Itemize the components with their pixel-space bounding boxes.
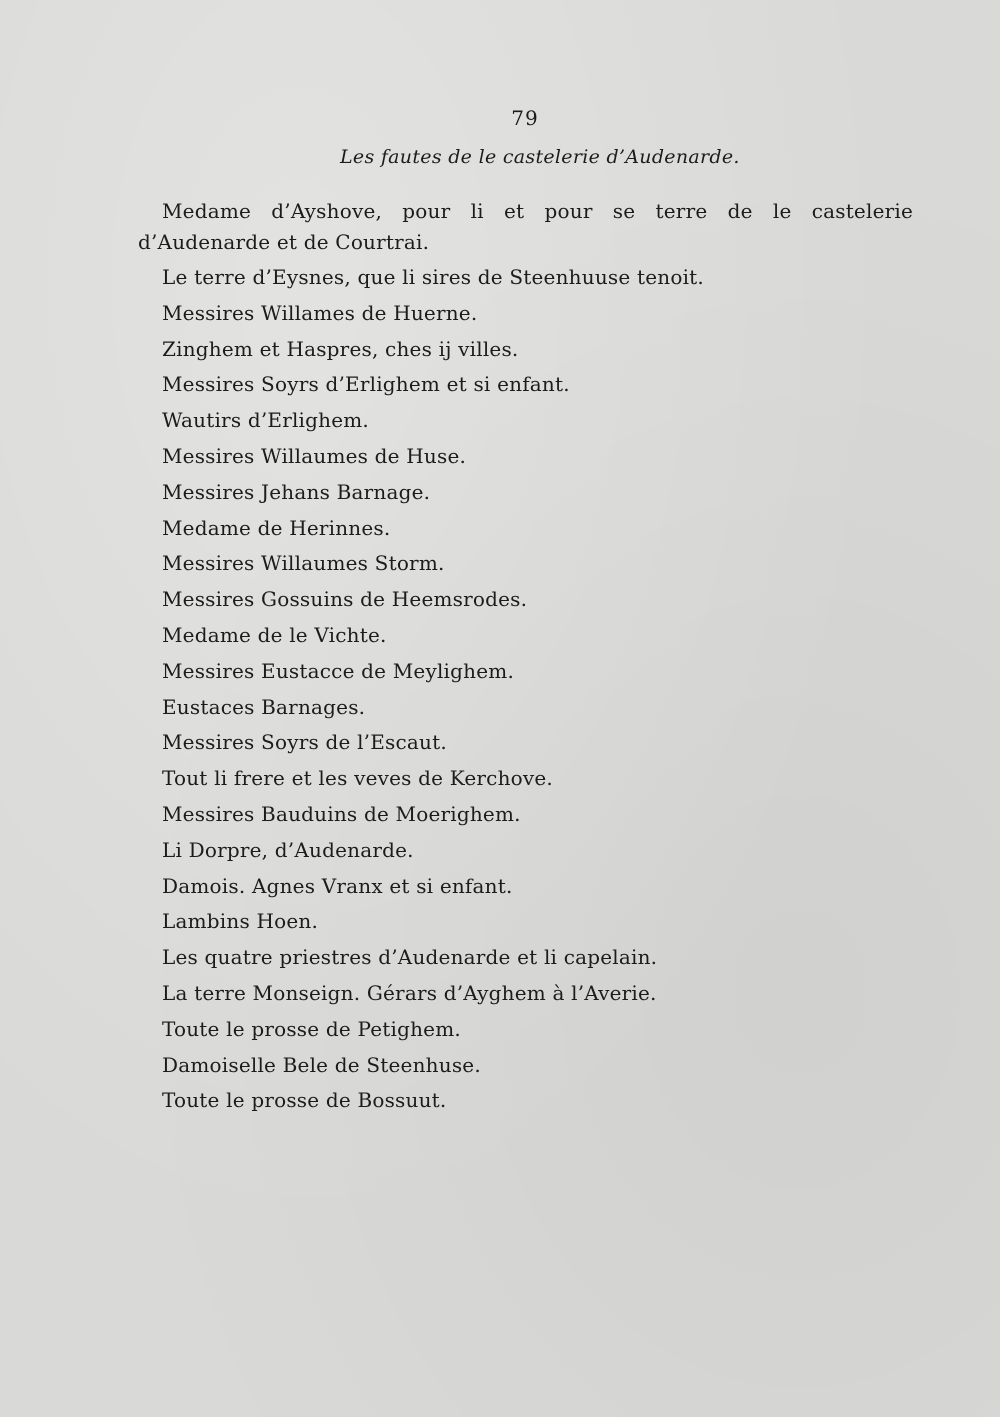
- entry-line: Damois. Agnes Vranx et si enfant.: [162, 873, 513, 898]
- entry-first: Medame d’Ayshove, pour li et pour se terre de le castelerie d’Audenarde et de Courtrai.: [138, 199, 913, 254]
- section-title: Les fautes de le castelerie d’Audenarde.: [340, 146, 740, 168]
- entry-line: Damoiselle Bele de Steenhuse.: [162, 1052, 481, 1077]
- entry-line: Messires Willaumes Storm.: [162, 551, 445, 576]
- entry-line: Messires Soyrs d’Erlighem et si enfant.: [162, 372, 570, 397]
- entry-line: Li Dorpre, d’Audenarde.: [162, 837, 414, 862]
- entry-line: Messires Bauduins de Moerighem.: [162, 801, 521, 826]
- entry-line: Wautirs d’Erlighem.: [162, 408, 369, 433]
- entry-line: Messires Willames de Huerne.: [162, 300, 478, 325]
- entry-line: Le terre d’Eysnes, que li sires de Steenhuuse tenoit.: [162, 265, 704, 289]
- page-number: 79: [511, 106, 539, 130]
- entry-line: Toute le prosse de Petighem.: [162, 1016, 461, 1041]
- entry-line: Messires Soyrs de l’Escaut.: [162, 730, 447, 755]
- entry-line: Zinghem et Haspres, ches ij villes.: [162, 336, 519, 361]
- entry-line: Eustaces Barnages.: [162, 694, 366, 719]
- entry-line: La terre Monseign. Gérars d’Ayghem à l’Averie.: [162, 980, 657, 1005]
- entry-line: Les quatre priestres d’Audenarde et li capelain.: [162, 945, 658, 970]
- entry-line: Messires Jehans Barnage.: [162, 479, 431, 504]
- entry-line: Toute le prosse de Bossuut.: [162, 1088, 447, 1113]
- entry-line: Messires Willaumes de Huse.: [162, 443, 467, 468]
- entry-line: Messires Eustacce de Meylighem.: [162, 658, 515, 683]
- entry-line: Medame de Herinnes.: [162, 515, 391, 540]
- entry-list: [162, 260, 704, 1119]
- entry-line: Messires Gossuins de Heemsrodes.: [162, 587, 528, 612]
- entry-line: Tout li frere et les veves de Kerchove.: [162, 766, 553, 791]
- entry-line: Lambins Hoen.: [162, 909, 319, 934]
- entry-line: Medame de le Vichte.: [162, 622, 387, 647]
